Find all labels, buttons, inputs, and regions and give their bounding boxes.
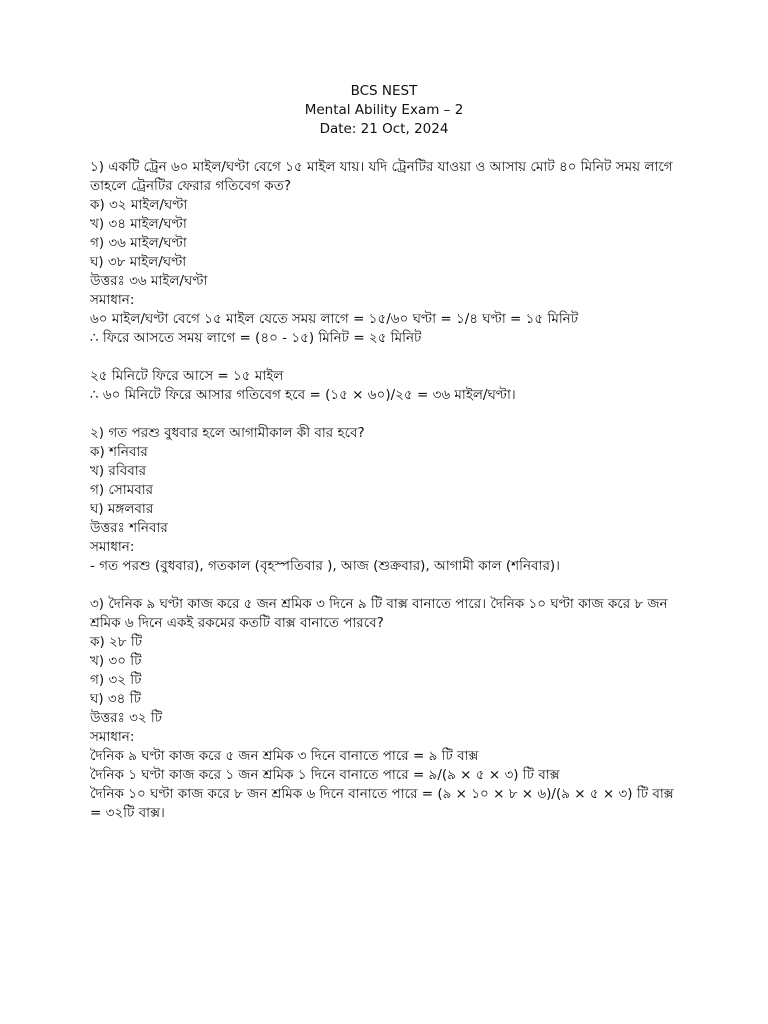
- solution-label: সমাধান:: [90, 539, 135, 555]
- solution-line: - গত পরশু (বুধবার), গতকাল (বৃহস্পতিবার ), আজ (শুক্রবার), আগামী কাল (শনিবার)।: [90, 558, 561, 574]
- solution-line: দৈনিক ১ ঘণ্টা কাজ করে ১ জন শ্রমিক ১ দিনে বানাতে পারে = ৯/(৯ × ৫ × ৩) টি বাক্স: [90, 767, 560, 783]
- question-text: ১) একটি ট্রেন ৬০ মাইল/ঘণ্টা বেগে ১৫ মাইল যায়। যদি ট্রেনটির যাওয়া ও আসায় মোট ৪০ মিনিট সময় লাগে তাহলে ট্রেনটির ফেরার গতিবেগ কত?: [90, 159, 673, 194]
- option-item: ঘ) ৩৪ টি: [90, 691, 141, 707]
- solution-line: = ৩২টি বাক্স।: [90, 805, 165, 821]
- answer-text: উত্তরঃ ৩২ টি: [90, 710, 163, 726]
- question-block: [90, 424, 678, 576]
- exam-date: Date: 21 Oct, 2024: [319, 121, 449, 137]
- option-item: ক) শনিবার: [90, 444, 148, 460]
- document-header: [90, 82, 678, 139]
- solution-label: সমাধান:: [90, 729, 135, 745]
- answer-text: উত্তরঃ শনিবার: [90, 520, 168, 536]
- question-block: [90, 158, 678, 405]
- question-text: ৩) দৈনিক ৯ ঘণ্টা কাজ করে ৫ জন শ্রমিক ৩ দিনে ৯ টি বাক্স বানাতে পারে। দৈনিক ১০ ঘণ্টা কাজ করে ৮ জন শ্রমিক ৬ দিনে একই রকমের কতটি বাক্স বানাতে পারবে?: [90, 596, 668, 631]
- option-item: খ) ৩০ টি: [90, 653, 142, 669]
- org-name: BCS NEST: [350, 83, 418, 99]
- solution-line: ২৫ মিনিটে ফিরে আসে = ১৫ মাইল: [90, 368, 284, 384]
- answer-text: উত্তরঃ ৩৬ মাইল/ঘণ্টা: [90, 273, 208, 289]
- question-text: ২) গত পরশু বুধবার হলে আগামীকাল কী বার হবে?: [90, 425, 365, 441]
- option-item: গ) ৩৬ মাইল/ঘণ্টা: [90, 235, 187, 251]
- solution-line: দৈনিক ১০ ঘণ্টা কাজ করে ৮ জন শ্রমিক ৬ দিনে বানাতে পারে = (৯ × ১০ × ৮ × ৬)/(৯ × ৫ × ৩) টি বাক্স: [90, 786, 674, 802]
- solution-line: দৈনিক ৯ ঘণ্টা কাজ করে ৫ জন শ্রমিক ৩ দিনে বানাতে পারে = ৯ টি বাক্স: [90, 748, 479, 764]
- option-item: ক) ২৮ টি: [90, 634, 143, 650]
- option-item: ঘ) মঙ্গলবার: [90, 501, 154, 517]
- solution-line: ৬০ মাইল/ঘণ্টা বেগে ১৫ মাইল যেতে সময় লাগে = ১৫/৬০ ঘণ্টা = ১/৪ ঘণ্টা = ১৫ মিনিট: [90, 311, 579, 327]
- blank-line: [90, 348, 678, 367]
- exam-title: Mental Ability Exam – 2: [304, 102, 464, 118]
- option-item: ঘ) ৩৮ মাইল/ঘণ্টা: [90, 254, 187, 270]
- option-item: খ) ৩৪ মাইল/ঘণ্টা: [90, 216, 187, 232]
- solution-line: ∴ ফিরে আসতে সময় লাগে = (৪০ - ১৫) মিনিট = ২৫ মিনিট: [90, 330, 422, 346]
- option-item: ক) ৩২ মাইল/ঘণ্টা: [90, 197, 188, 213]
- option-item: খ) রবিবার: [90, 463, 147, 479]
- option-item: গ) সোমবার: [90, 482, 154, 498]
- solution-line: ∴ ৬০ মিনিটে ফিরে আসার গতিবেগ হবে = (১৫ × ৬০)/২৫ = ৩৬ মাইল/ঘণ্টা।: [90, 387, 516, 403]
- questions-list: [90, 158, 678, 823]
- solution-label: সমাধান:: [90, 292, 135, 308]
- question-block: [90, 595, 678, 823]
- option-item: গ) ৩২ টি: [90, 672, 142, 688]
